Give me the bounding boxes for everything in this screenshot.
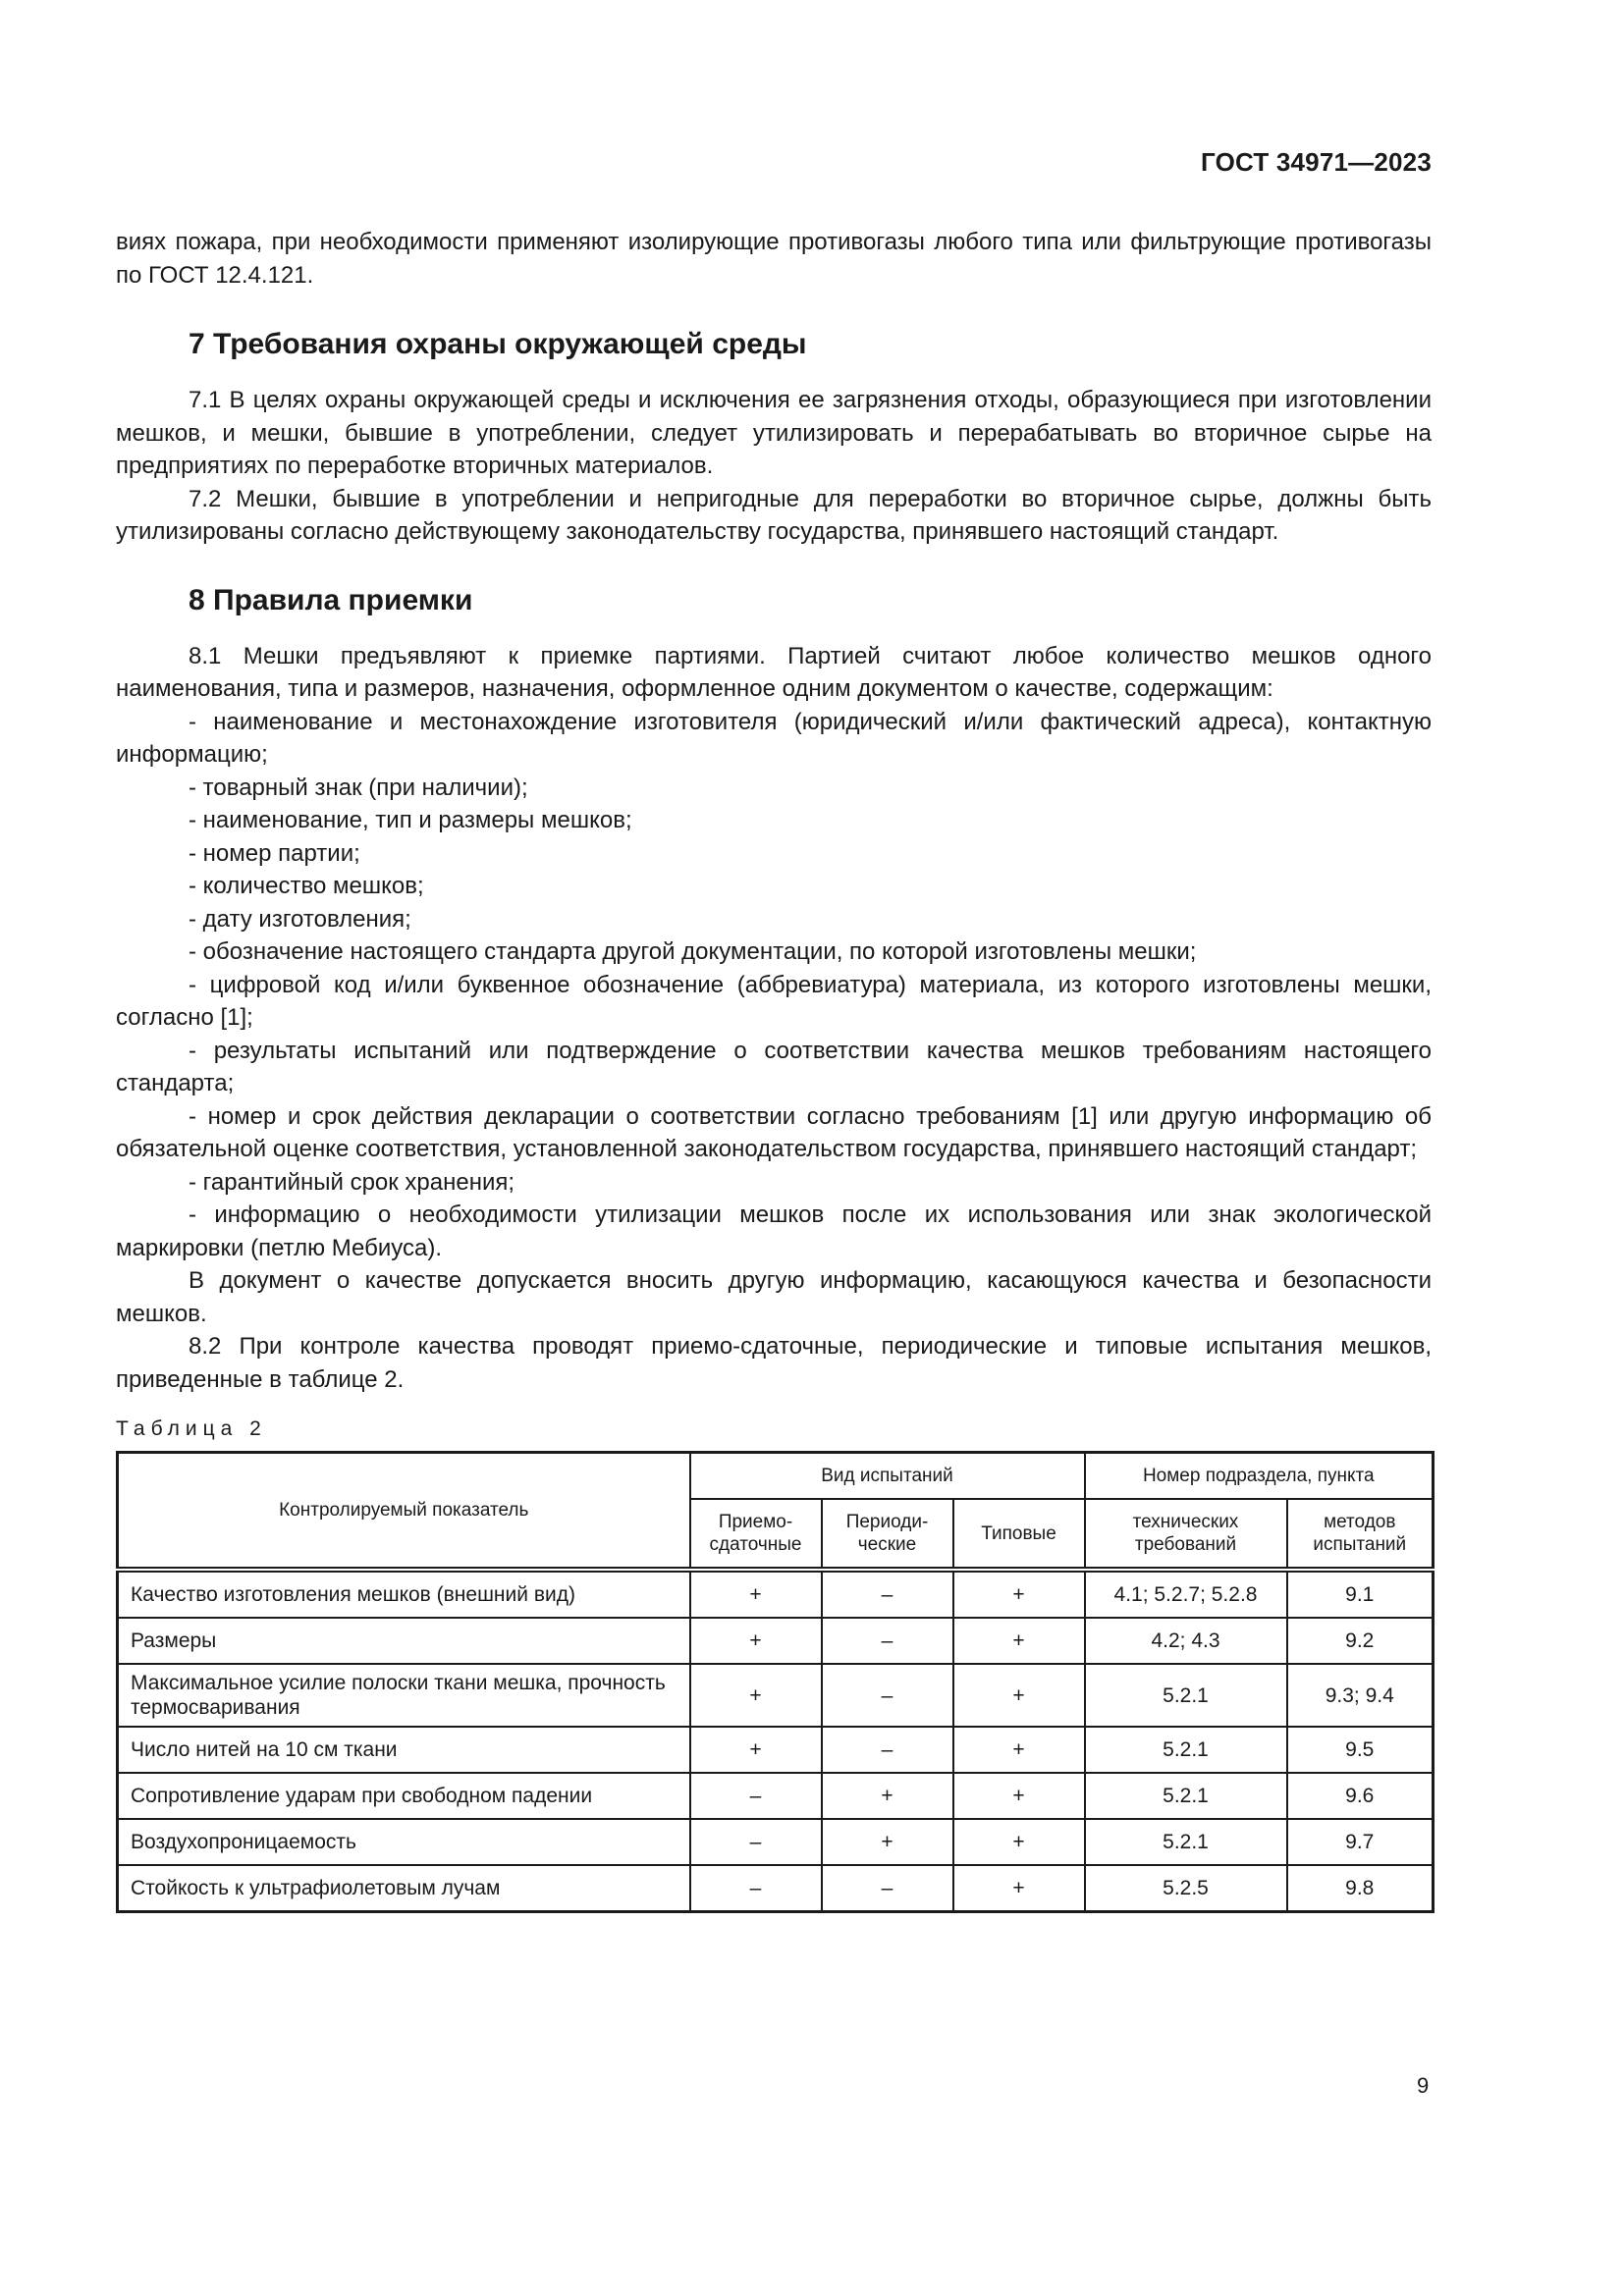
cell-test-method: 9.6: [1287, 1773, 1434, 1819]
cell-type: +: [953, 1664, 1085, 1727]
list-item: - номер и срок действия декларации о соответствии согласно требованиям [1] или другую информацию об обязательной оценке соответствия, установленной законодательством государства, принявшего настоящий стандарт;: [116, 1102, 1432, 1162]
list-item: - дату изготовления;: [189, 905, 411, 933]
table-row: [118, 1773, 1434, 1819]
document-id-header: ГОСТ 34971—2023: [1201, 147, 1432, 177]
paragraph-8-2: 8.2 При контроле качества проводят приемо-сдаточные, периодические и типовые испытания мешков, приведенные в таблице 2.: [116, 1333, 1432, 1393]
cell-test-method: 9.5: [1287, 1727, 1434, 1773]
header-periodic-line1: Периоди-: [845, 1512, 929, 1532]
header-acceptance-line2: сдаточные: [709, 1534, 802, 1555]
header-test-method-line2: испытаний: [1313, 1534, 1407, 1555]
header-type: Типовые: [953, 1499, 1085, 1570]
cell-indicator: Воздухопроницаемость: [118, 1819, 690, 1865]
list-item: - наименование и местонахождение изготовителя (юридический и/или фактический адреса), контактную информацию;: [116, 708, 1432, 768]
table-row: [118, 1664, 1434, 1727]
cell-periodic: –: [822, 1570, 953, 1618]
cell-indicator: Стойкость к ультрафиолетовым лучам: [118, 1865, 690, 1912]
cell-acceptance: +: [690, 1570, 822, 1618]
cell-type: +: [953, 1865, 1085, 1912]
header-acceptance: [690, 1499, 822, 1570]
cell-tech-req: 5.2.1: [1085, 1664, 1287, 1727]
cell-indicator: Число нитей на 10 см ткани: [118, 1727, 690, 1773]
list-item: - результаты испытаний или подтверждение о соответствии качества мешков требованиям настоящего стандарта;: [116, 1037, 1432, 1096]
header-acceptance-line1: Приемо-: [718, 1512, 793, 1532]
cell-tech-req: 5.2.1: [1085, 1773, 1287, 1819]
cell-indicator: Размеры: [118, 1618, 690, 1664]
cell-acceptance: –: [690, 1773, 822, 1819]
cell-periodic: +: [822, 1819, 953, 1865]
list-item: - обозначение настоящего стандарта другой документации, по которой изготовлены мешки;: [189, 938, 1197, 965]
cell-periodic: –: [822, 1664, 953, 1727]
table-2-tests: [116, 1451, 1435, 1913]
list-item: - информацию о необходимости утилизации мешков после их использования или знак экологической маркировки (петлю Мебиуса).: [116, 1201, 1432, 1261]
cell-type: +: [953, 1727, 1085, 1773]
cell-periodic: +: [822, 1773, 953, 1819]
cell-acceptance: +: [690, 1664, 822, 1727]
header-test-method: [1287, 1499, 1434, 1570]
list-item: - цифровой код и/или буквенное обозначение (аббревиатура) материала, из которого изготовлены мешки, согласно [1];: [116, 971, 1432, 1031]
cell-test-method: 9.2: [1287, 1618, 1434, 1664]
header-periodic: [822, 1499, 953, 1570]
header-tech-req: [1085, 1499, 1287, 1570]
header-section-group: Номер подраздела, пункта: [1085, 1453, 1434, 1500]
paragraph-7-2: 7.2 Мешки, бывшие в употреблении и непригодные для переработки во вторичное сырье, должны быть утилизированы согласно действующему законодательству государства, принявшего настоящий стандарт.: [116, 485, 1432, 545]
header-tech-req-line2: требований: [1134, 1534, 1237, 1555]
cell-test-method: 9.1: [1287, 1570, 1434, 1618]
cell-acceptance: +: [690, 1618, 822, 1664]
list-item: - номер партии;: [189, 839, 360, 867]
cell-periodic: –: [822, 1727, 953, 1773]
paragraph-quality-document-note: В документ о качестве допускается вносить другую информацию, касающуюся качества и безопасности мешков.: [116, 1267, 1432, 1327]
table-row: [118, 1570, 1434, 1618]
quality-document-list: [116, 706, 1432, 1265]
cell-acceptance: –: [690, 1865, 822, 1912]
cell-test-method: 9.7: [1287, 1819, 1434, 1865]
cell-tech-req: 5.2.5: [1085, 1865, 1287, 1912]
cell-acceptance: +: [690, 1727, 822, 1773]
cell-tech-req: 4.1; 5.2.7; 5.2.8: [1085, 1570, 1287, 1618]
intro-paragraph: виях пожара, при необходимости применяют изолирующие противогазы любого типа или фильтрующие противогазы по ГОСТ 12.4.121.: [116, 229, 1432, 289]
cell-type: +: [953, 1819, 1085, 1865]
header-test-method-line1: методов: [1324, 1512, 1396, 1532]
paragraph-7-1: 7.1 В целях охраны окружающей среды и исключения ее загрязнения отходы, образующиеся при изготовлении мешков, и мешки, бывшие в употреблении, следует утилизировать и перерабатывать во вторичное сырье на предприятиях по переработке вторичных материалов.: [116, 387, 1432, 479]
cell-indicator: Качество изготовления мешков (внешний вид): [118, 1570, 690, 1618]
header-indicator: Контролируемый показатель: [118, 1453, 690, 1571]
table-caption: Таблица 2: [116, 1417, 267, 1440]
cell-acceptance: –: [690, 1819, 822, 1865]
table-row: [118, 1727, 1434, 1773]
cell-tech-req: 5.2.1: [1085, 1727, 1287, 1773]
cell-indicator: Максимальное усилие полоски ткани мешка, прочность термосваривания: [118, 1664, 690, 1727]
list-item: - наименование, тип и размеры мешков;: [189, 807, 632, 833]
cell-type: +: [953, 1570, 1085, 1618]
cell-test-method: 9.8: [1287, 1865, 1434, 1912]
section-7-title: 7 Требования охраны окружающей среды: [189, 328, 807, 360]
list-item: - гарантийный срок хранения;: [189, 1168, 515, 1196]
page-number: 9: [1417, 2073, 1430, 2098]
list-item: - товарный знак (при наличии);: [189, 774, 528, 801]
cell-tech-req: 5.2.1: [1085, 1819, 1287, 1865]
cell-periodic: –: [822, 1618, 953, 1664]
table-row: [118, 1618, 1434, 1664]
paragraph-8-1: 8.1 Мешки предъявляют к приемке партиями. Партией считают любое количество мешков одного наименования, типа и размеров, назначения, оформленное одним документом о качестве, содержащим:: [116, 642, 1432, 702]
header-periodic-line2: ческие: [857, 1534, 917, 1555]
cell-test-method: 9.3; 9.4: [1287, 1664, 1434, 1727]
cell-tech-req: 4.2; 4.3: [1085, 1618, 1287, 1664]
header-test-type-group: Вид испытаний: [690, 1453, 1085, 1500]
page-content: [116, 226, 1432, 1913]
list-item: - количество мешков;: [189, 873, 424, 899]
cell-type: +: [953, 1773, 1085, 1819]
table-row: [118, 1819, 1434, 1865]
table-row: [118, 1865, 1434, 1912]
cell-type: +: [953, 1618, 1085, 1664]
section-8-title: 8 Правила приемки: [189, 583, 473, 616]
cell-indicator: Сопротивление ударам при свободном падении: [118, 1773, 690, 1819]
cell-periodic: –: [822, 1865, 953, 1912]
header-tech-req-line1: технических: [1132, 1512, 1239, 1532]
